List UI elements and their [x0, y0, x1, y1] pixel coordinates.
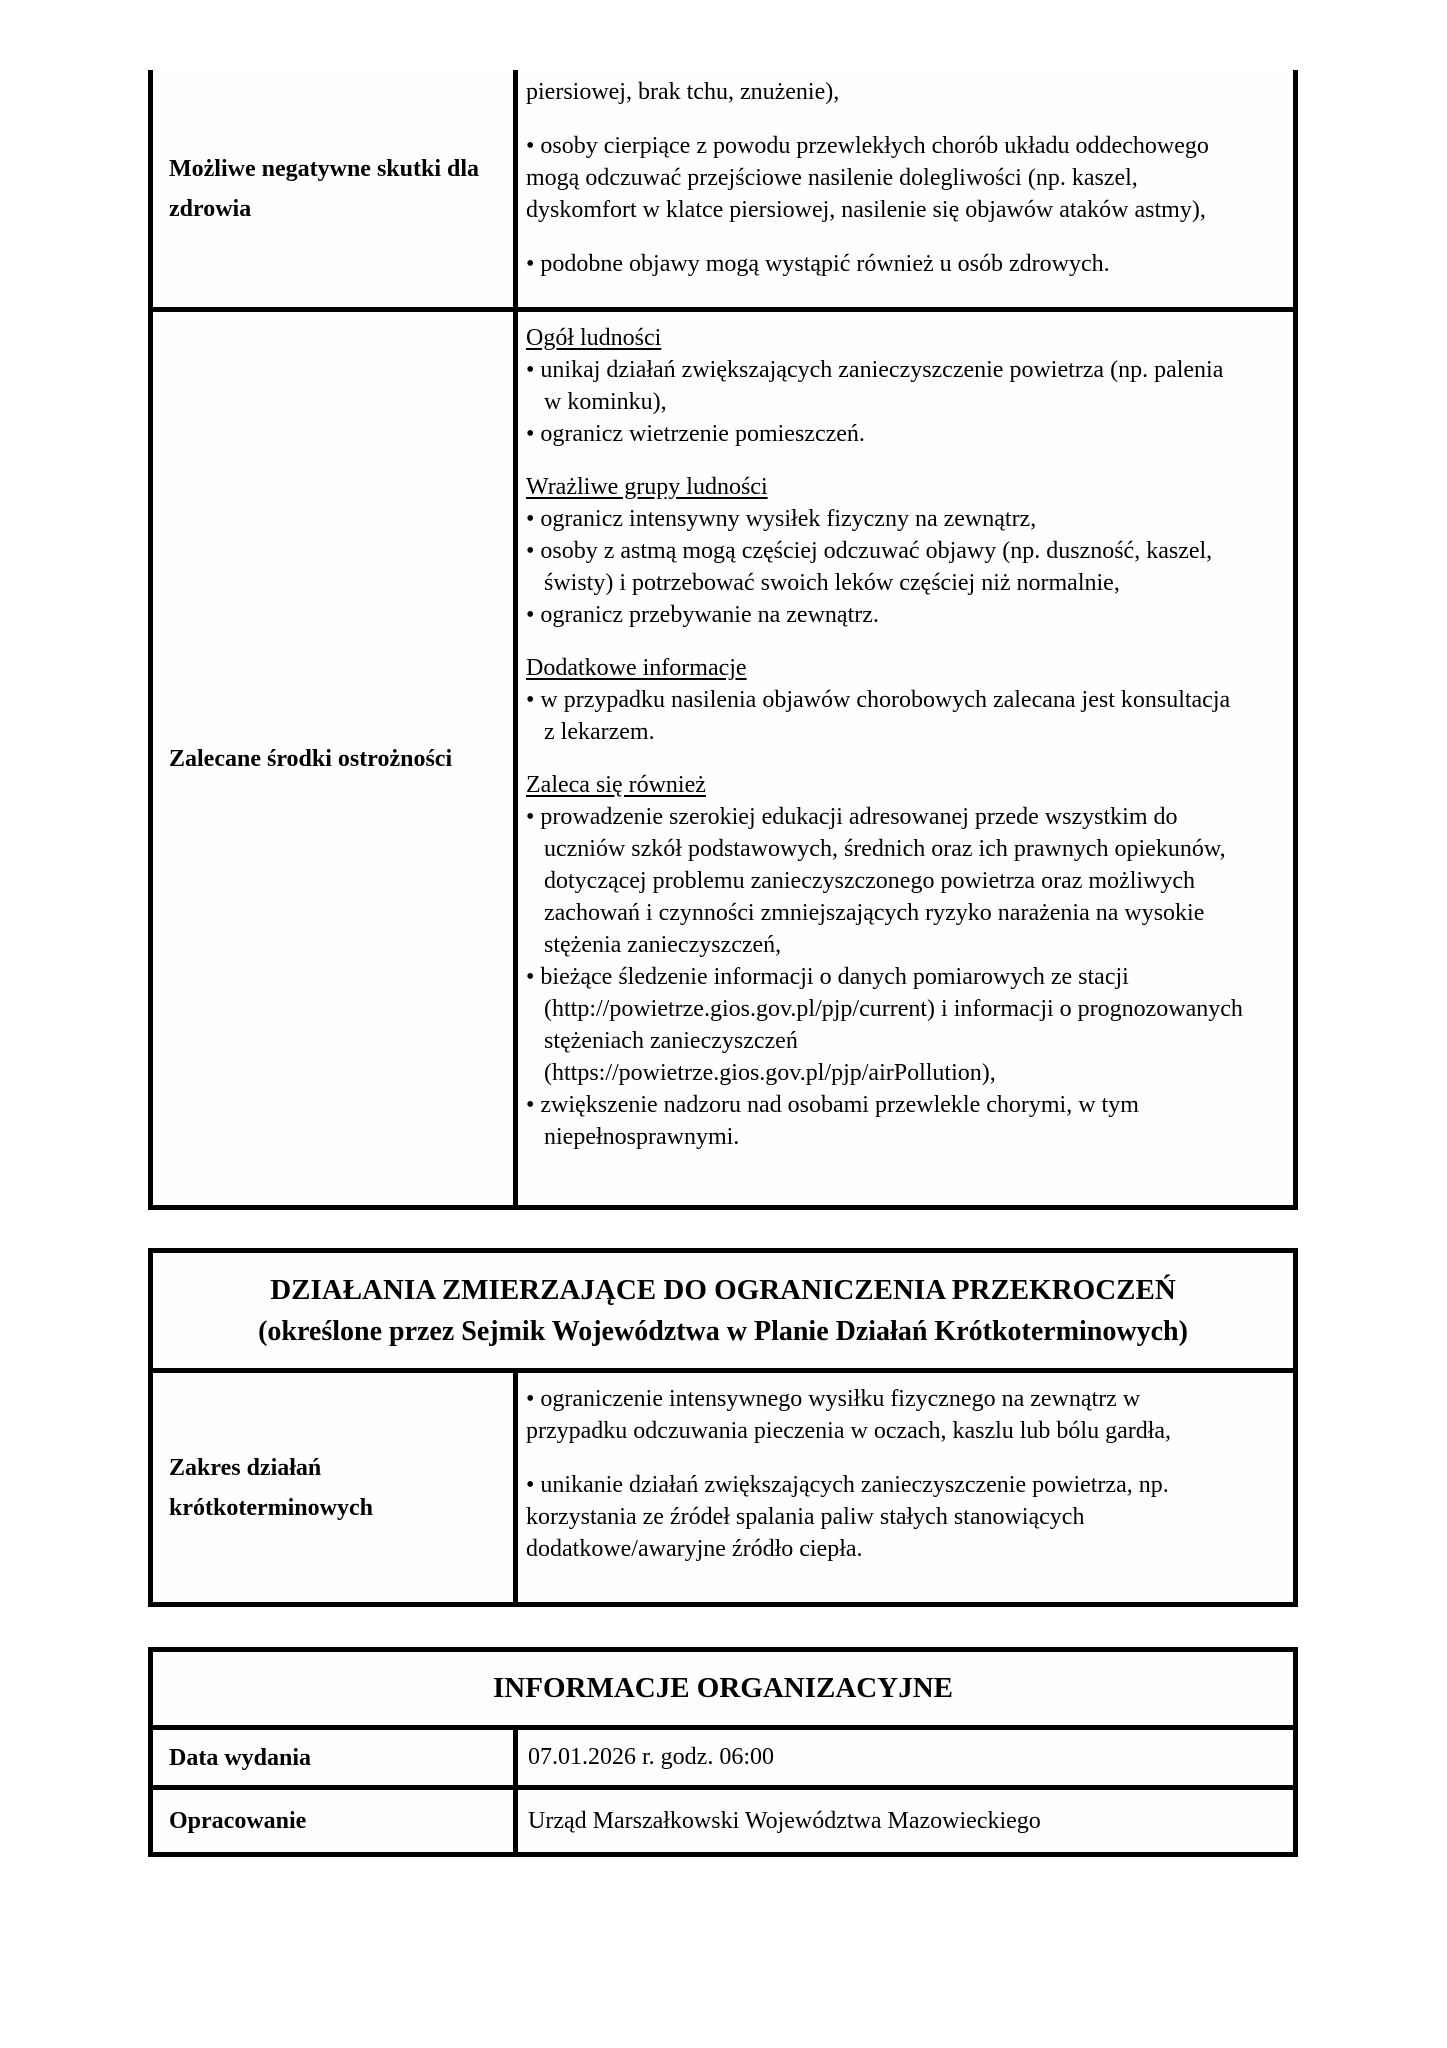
bullet-item: • ogranicz intensywny wysiłek fizyczny na zewnątrz,	[526, 506, 1037, 532]
row-label-cell	[153, 1730, 518, 1785]
table-title-line2: (określone przez Sejmik Województwa w Planie Działań Krótkoterminowych)	[258, 1315, 1188, 1347]
exceedance-actions-header	[153, 1253, 1293, 1373]
row-label-precautions: Zalecane środki ostrożności	[169, 745, 453, 772]
bullet-item: • unikaj działań zwiększających zanieczyszczenie powietrza (np. palenia w kominku),	[526, 357, 1224, 415]
row-label-cell	[153, 1790, 518, 1852]
prepared-by-value: Urząd Marszałkowski Województwa Mazowieckiego	[528, 1807, 1041, 1834]
table-row-short-term-actions	[153, 1373, 1293, 1602]
exceedance-actions-table	[148, 1248, 1298, 1607]
row-label-prepared-by: Opracowanie	[169, 1808, 307, 1834]
organizational-info-header	[153, 1652, 1293, 1730]
bullet-item: • zwiększenie nadzoru nad osobami przewlekle chorymi, w tym niepełnosprawnymi.	[526, 1092, 1139, 1150]
precautions-content	[518, 312, 1293, 1205]
bullet-item: • w przypadku nasilenia objawów chorobowych zalecana jest konsultacja z lekarzem.	[526, 687, 1231, 745]
paragraph-continuation: piersiowej, brak tchu, znużenie),	[526, 79, 840, 105]
table-title: INFORMACJE ORGANIZACYJNE	[493, 1672, 953, 1704]
section-additional-info	[526, 652, 1243, 748]
table-row-precautions	[153, 312, 1293, 1205]
short-term-actions-content	[518, 1373, 1293, 1602]
section-general-population	[526, 322, 1243, 450]
organizational-info-table	[148, 1647, 1298, 1857]
section-heading: Ogół ludności	[526, 325, 662, 351]
bullet-paragraph: • podobne objawy mogą wystąpić również u osób zdrowych.	[526, 251, 1110, 277]
row-label-cell	[153, 70, 518, 307]
health-effects-table	[148, 70, 1298, 1210]
row-label-cell	[153, 1373, 518, 1602]
bullet-item: • bieżące śledzenie informacji o danych pomiarowych ze stacji (http://powietrze.gios.gov.pl/pjp/current) i informacji o prognozowanych stężeniach zanieczyszczeń (https://powietrze.gios.gov.pl/pjp/airPollution),	[526, 964, 1243, 1086]
section-heading: Wrażliwe grupy ludności	[526, 474, 768, 500]
section-sensitive-groups	[526, 471, 1243, 631]
bullet-paragraph: • ograniczenie intensywnego wysiłku fizycznego na zewnątrz w przypadku odczuwania pieczenia w oczach, kaszlu lub bólu gardła,	[526, 1386, 1172, 1444]
section-also-recommended	[526, 769, 1243, 1153]
bullet-item: • ogranicz wietrzenie pomieszczeń.	[526, 421, 865, 447]
bullet-paragraph: • osoby cierpiące z powodu przewlekłych chorób układu oddechowego mogą odczuwać przejściowe nasilenie dolegliwości (np. kaszel, dyskomfort w klatce piersiowej, nasilenie się objawów ataków astmy),	[526, 133, 1209, 223]
table-row-prepared-by	[153, 1790, 1293, 1852]
section-heading: Dodatkowe informacje	[526, 655, 747, 681]
section-heading: Zaleca się również	[526, 772, 706, 798]
row-label-issue-date: Data wydania	[169, 1744, 312, 1771]
bullet-paragraph: • unikanie działań zwiększających zanieczyszczenie powietrza, np. korzystania ze źródeł spalania paliw stałych stanowiących dodatkowe/awaryjne źródło ciepła.	[526, 1472, 1169, 1562]
table-title-line1: DZIAŁANIA ZMIERZAJĄCE DO OGRANICZENIA PRZEKROCZEŃ	[270, 1273, 1176, 1306]
row-label-health-effects: Możliwe negatywne skutki dla zdrowia	[169, 155, 480, 222]
table-row-issue-date	[153, 1730, 1293, 1790]
document-content	[148, 70, 1298, 1857]
bullet-item: • prowadzenie szerokiej edukacji adresowanej przede wszystkim do uczniów szkół podstawowych, średnich oraz ich prawnych opiekunów, dotyczącej problemu zanieczyszczonego powietrza oraz możliwych zachowań i czynności zmniejszających ryzyko narażenia na wysokie stężenia zanieczyszczeń,	[526, 804, 1226, 958]
table-row-health-effects	[153, 70, 1293, 312]
bullet-item: • osoby z astmą mogą częściej odczuwać objawy (np. duszność, kaszel, świsty) i potrzebować swoich leków częściej niż normalnie,	[526, 538, 1213, 596]
row-label-cell	[153, 312, 518, 1205]
health-effects-content	[518, 70, 1293, 307]
bullet-item: • ogranicz przebywanie na zewnątrz.	[526, 602, 879, 628]
row-label-short-term-actions: Zakres działań krótkoterminowych	[169, 1454, 373, 1521]
issue-date-value: 07.01.2026 r. godz. 06:00	[528, 1744, 774, 1770]
